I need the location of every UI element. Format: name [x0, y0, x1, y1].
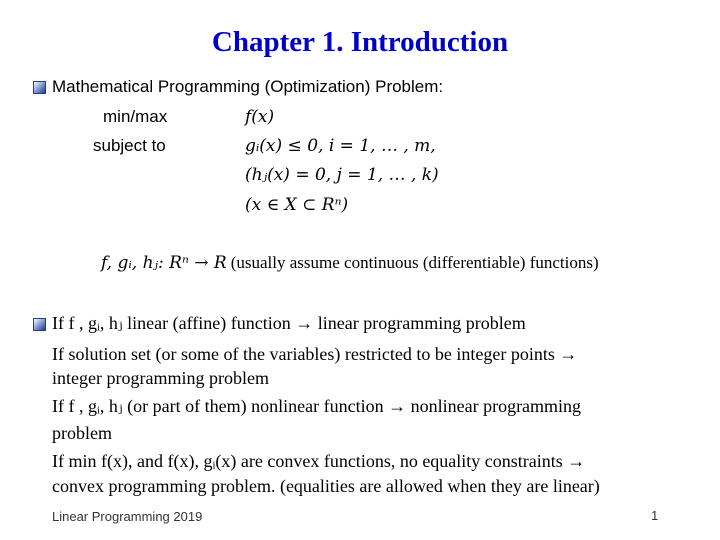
- bullet2-line-6: If min f(x), and f(x), gᵢ(x) are convex functions, no equality constraints →: [52, 451, 586, 471]
- bullet-icon: [33, 318, 46, 331]
- row-label-subject-to: subject to: [93, 136, 166, 155]
- row-label-minmax: min/max: [103, 107, 168, 126]
- functions-note: (usually assume continuous (differentiable) functions): [230, 253, 599, 272]
- bullet2-line-4: If f , gᵢ, hⱼ (or part of them) nonlinear function → nonlinear programming: [52, 396, 582, 416]
- bullet2-line-1: If f , gᵢ, hⱼ linear (affine) function → linear programming problem: [52, 313, 526, 333]
- footer-text: Linear Programming 2019: [52, 509, 203, 524]
- bullet2-line-5: problem: [52, 423, 112, 443]
- slide-title: Chapter 1. Introduction: [211, 26, 509, 58]
- bullet2-line-2: If solution set (or some of the variables) restricted to be integer points →: [52, 344, 578, 364]
- row-expr-equality: (hⱼ(x) = 0, j = 1, … , k): [245, 165, 439, 185]
- bullet-icon: [33, 81, 46, 94]
- page-number: 1: [651, 508, 659, 523]
- bullet1-heading: Mathematical Programming (Optimization) Problem:: [52, 77, 444, 96]
- bullet2-line-3: integer programming problem: [52, 368, 269, 388]
- row-expr-objective: f(x): [245, 107, 275, 127]
- row-expr-domain: (x ∈ X ⊂ Rⁿ): [245, 195, 349, 215]
- row-expr-inequality: gᵢ(x) ≤ 0, i = 1, … , m,: [245, 136, 436, 156]
- functions-math: f, gᵢ, hⱼ: Rⁿ → R: [101, 253, 227, 273]
- bullet2-line-7: convex programming problem. (equalities are allowed when they are linear): [52, 476, 600, 496]
